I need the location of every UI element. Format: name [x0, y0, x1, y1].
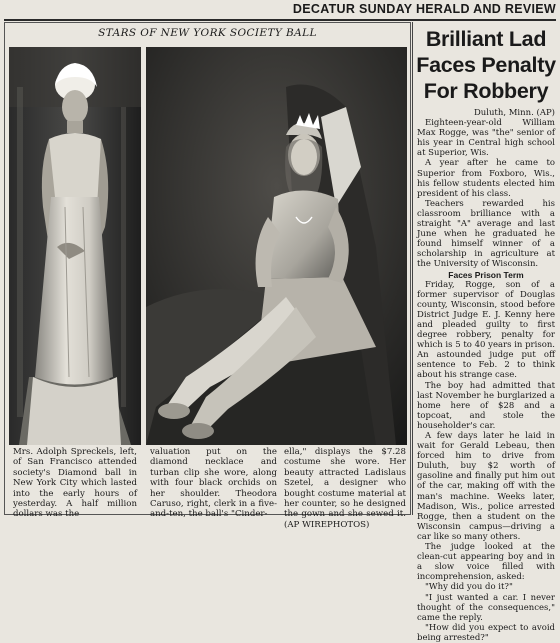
photo-caption-part-3: ella," displays the $7.28 costume she wore. Her beauty attracted Ladislaus Szetel, a designer who bought costume material at her counter, so he designed the gown and she sewed it. (AP WIREPHOTOS): [284, 447, 406, 530]
article-paragraph: Teachers rewarded his classroom brilliance with a straight "A" average and last June when he graduated he found himself winner of a scholarship in agriculture at the University of Wisconsin.: [417, 198, 555, 270]
article-paragraph: "I just wanted a car. I never thought of the consequences," came the reply.: [417, 592, 555, 623]
headline-line-2: Faces Penalty: [416, 53, 556, 77]
photo-left-image: [9, 47, 141, 445]
article-paragraph: A few days later he laid in wait for Gerald Lebeau, then forced him to drive from Duluth, buy $2 worth of gasoline and finally put him out of the car, making off with the man's machine. Weeks later, Madison, Wis., police arrested Rogge, then a student on the Wisconsin campus—driving a car like so many others.: [417, 431, 555, 542]
headline-line-3: For Robbery: [423, 79, 549, 103]
article-paragraph: The judge looked at the clean-cut appearing boy and in a slow voice filled with incomprehension, asked:: [417, 542, 555, 583]
article-paragraph: The boy had admitted that last November he burglarized a home here of $28 and a topcoat, and stole the householder's car.: [417, 380, 555, 431]
photo-mrs-spreckels: [9, 47, 141, 445]
article-paragraph: A year after he came to Superior from Foxboro, Wis., his fellow students elected him president of his class.: [417, 158, 555, 199]
photo-right-image: [146, 47, 407, 445]
article-subhead: Faces Prison Term: [448, 269, 524, 280]
photo-theodora-caruso: [146, 47, 407, 445]
photo-caption-part-1: Mrs. Adolph Spreckels, left, of San Francisco attended society's Diamond ball in New York City which lasted into the early hours of yesterday. A half million dollars was the: [13, 447, 137, 520]
article-headline: [416, 26, 556, 104]
column-rule: [412, 22, 413, 515]
article-paragraph: "How did you expect to avoid being arrested?": [417, 622, 555, 643]
article-body: [417, 108, 555, 643]
masthead: DECATUR SUNDAY HERALD AND REVIEW: [292, 2, 556, 16]
photo-heading: STARS OF NEW YORK SOCIETY BALL: [98, 27, 317, 39]
article-paragraph: Eighteen-year-old William Max Rogge, was "the" senior of his year in Central high school at Superior, Wis.: [417, 118, 555, 159]
headline-line-1: Brilliant Lad: [425, 27, 547, 51]
article-paragraph: "Why did you do it?": [425, 582, 513, 593]
photo-caption-part-2: valuation put on the diamond necklace and turban clip she wore, along with four black orchids on her shoulder. Theodora Caruso, right, clerk in a five-and-ten, the ball's "Cinder-: [150, 447, 277, 520]
article-dateline: Duluth, Minn. (AP): [473, 108, 555, 118]
article-paragraph: Friday, Rogge, son of a former supervisor of Douglas county, Wisconsin, stood before District Judge E. J. Kenny here and pleaded guilty to first degree robbery, penalty for which is 5 to 40 years in prison. An astounded judge put off sentence to Feb. 2 to think about his strange case.: [417, 279, 555, 381]
photo-feature: [4, 22, 411, 530]
top-rule: [4, 19, 556, 21]
